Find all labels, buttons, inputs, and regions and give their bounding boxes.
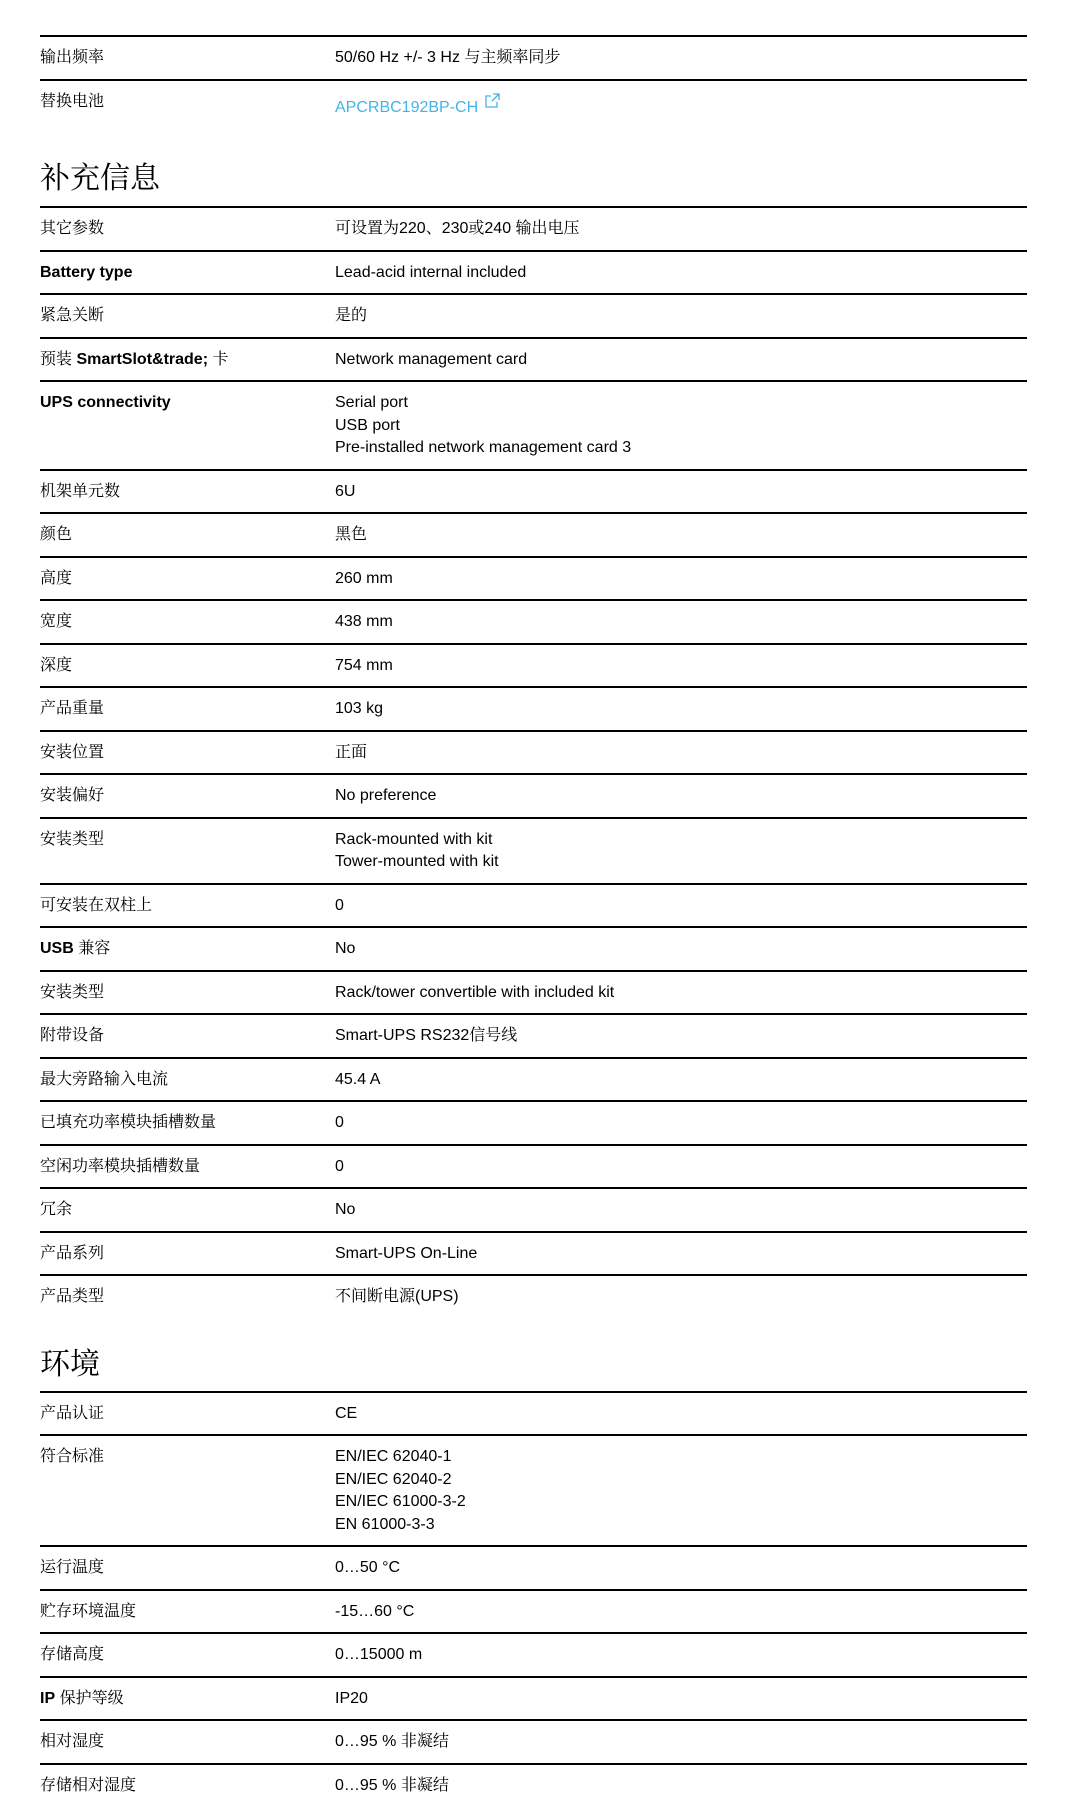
spec-value bbox=[335, 1731, 1027, 1754]
spec-label bbox=[40, 305, 335, 328]
spec-row bbox=[40, 556, 1027, 600]
spec-value bbox=[335, 1601, 1027, 1624]
replacement-battery-link[interactable] bbox=[335, 97, 500, 120]
spec-label-part: SmartSlot&trade; bbox=[76, 350, 209, 368]
spec-label-part: 卡 bbox=[208, 350, 229, 368]
spec-value: 50/60 Hz +/- 3 Hz 与主频率同步 bbox=[335, 49, 561, 66]
spec-row bbox=[40, 643, 1027, 687]
spec-row bbox=[40, 206, 1027, 250]
spec-row bbox=[40, 926, 1027, 970]
spec-value-line: 0 bbox=[335, 1114, 344, 1131]
spec-value bbox=[335, 1644, 1027, 1667]
spec-label bbox=[40, 1286, 335, 1309]
spec-value bbox=[335, 1688, 1027, 1711]
spec-value-line: 45.4 A bbox=[335, 1070, 381, 1088]
spec-label bbox=[40, 785, 335, 808]
spec-label bbox=[40, 982, 335, 1005]
spec-row bbox=[40, 1100, 1027, 1144]
spec-label-part: 安装类型 bbox=[40, 983, 105, 1001]
spec-label bbox=[40, 1644, 335, 1667]
spec-value bbox=[335, 392, 1027, 460]
spec-value bbox=[335, 655, 1027, 678]
spec-label-part: 深度 bbox=[40, 656, 73, 674]
spec-value-line: 0 bbox=[335, 896, 344, 914]
spec-label-part: UPS connectivity bbox=[40, 394, 171, 411]
spec-row bbox=[40, 817, 1027, 883]
spec-value bbox=[335, 611, 1027, 634]
spec-label bbox=[40, 655, 335, 678]
spec-row bbox=[40, 512, 1027, 556]
spec-label: 输出频率 bbox=[40, 49, 105, 66]
spec-row bbox=[40, 1632, 1027, 1676]
spec-value-line: 438 mm bbox=[335, 613, 393, 630]
spec-value-line: CE bbox=[335, 1404, 358, 1422]
spec-label bbox=[40, 698, 335, 721]
spec-value bbox=[335, 305, 1027, 328]
spec-label bbox=[40, 1156, 335, 1179]
spec-label bbox=[40, 1112, 335, 1135]
spec-label bbox=[40, 1601, 335, 1624]
spec-label-part: 产品重量 bbox=[40, 700, 105, 717]
spec-row bbox=[40, 1589, 1027, 1633]
spec-label-part: 高度 bbox=[40, 569, 73, 587]
spec-row bbox=[40, 337, 1027, 381]
spec-label-part: 产品类型 bbox=[40, 1288, 105, 1305]
spec-value-line: Network management card bbox=[335, 350, 528, 368]
spec-label bbox=[40, 1069, 335, 1092]
spec-row bbox=[40, 1187, 1027, 1231]
spec-value-line: 0…95 % 非凝结 bbox=[335, 1776, 449, 1794]
spec-row bbox=[40, 250, 1027, 294]
spec-value bbox=[335, 481, 1027, 504]
spec-label bbox=[40, 1403, 335, 1426]
spec-value-line: No preference bbox=[335, 787, 437, 804]
spec-label-part: 最大旁路输入电流 bbox=[40, 1070, 169, 1088]
spec-row bbox=[40, 730, 1027, 774]
external-link-icon bbox=[484, 93, 500, 117]
spec-value-line: 260 mm bbox=[335, 569, 393, 587]
spec-row bbox=[40, 1434, 1027, 1545]
spec-label-part: 保护等级 bbox=[55, 1689, 124, 1707]
spec-value bbox=[335, 895, 1027, 918]
spec-label-part: 机架单元数 bbox=[40, 482, 121, 500]
spec-value-line: 754 mm bbox=[335, 656, 393, 674]
spec-row bbox=[40, 293, 1027, 337]
spec-label bbox=[40, 349, 335, 372]
spec-label bbox=[40, 1688, 335, 1711]
spec-value-line: 0…15000 m bbox=[335, 1646, 423, 1663]
spec-label-part: 颜色 bbox=[40, 526, 73, 543]
spec-row bbox=[40, 1144, 1027, 1188]
spec-label-part: USB bbox=[40, 940, 74, 957]
spec-label-part: 兼容 bbox=[73, 940, 111, 957]
spec-value bbox=[335, 698, 1027, 721]
spec-label-part: 运行温度 bbox=[40, 1559, 105, 1576]
spec-label bbox=[40, 568, 335, 591]
spec-label bbox=[40, 1775, 335, 1798]
spec-label-part: 已填充功率模块插槽数量 bbox=[40, 1114, 217, 1131]
spec-label-part: 可安装在双柱上 bbox=[40, 896, 153, 914]
spec-label-part: 冗余 bbox=[40, 1201, 73, 1218]
spec-label bbox=[40, 611, 335, 634]
spec-row bbox=[40, 599, 1027, 643]
spec-label-part: 紧急关断 bbox=[40, 307, 105, 324]
spec-row bbox=[40, 79, 1027, 129]
spec-value-line: No bbox=[335, 940, 356, 957]
spec-row bbox=[40, 35, 1027, 79]
spec-value-line: 6U bbox=[335, 482, 356, 500]
spec-label bbox=[40, 392, 335, 460]
spec-label bbox=[40, 262, 335, 285]
spec-value-line: No bbox=[335, 1201, 356, 1218]
spec-value-line: 103 kg bbox=[335, 700, 384, 717]
spec-document bbox=[40, 35, 1027, 1806]
spec-value bbox=[335, 349, 1027, 372]
spec-value bbox=[335, 1112, 1027, 1135]
spec-label bbox=[40, 1243, 335, 1266]
spec-label-part: Battery type bbox=[40, 263, 133, 281]
spec-label bbox=[40, 1199, 335, 1222]
spec-value bbox=[335, 1286, 1027, 1309]
spec-value-line: USB port bbox=[335, 416, 400, 434]
spec-value bbox=[335, 1403, 1027, 1426]
spec-value bbox=[335, 785, 1027, 808]
spec-label bbox=[40, 1557, 335, 1580]
spec-value bbox=[335, 262, 1027, 285]
spec-value bbox=[335, 1069, 1027, 1092]
spec-label-part: 其它参数 bbox=[40, 220, 105, 237]
spec-value-line: IP20 bbox=[335, 1689, 368, 1707]
spec-value-line: 是的 bbox=[335, 307, 368, 324]
spec-row bbox=[40, 1231, 1027, 1275]
spec-value-line: Tower-mounted with kit bbox=[335, 853, 499, 870]
spec-value-line: 0…95 % 非凝结 bbox=[335, 1733, 449, 1750]
spec-value-line: Pre-installed network management card 3 bbox=[335, 439, 632, 456]
spec-value bbox=[335, 1557, 1027, 1580]
spec-value-line: 不间断电源(UPS) bbox=[335, 1288, 459, 1305]
spec-value-line: 0 bbox=[335, 1157, 344, 1175]
spec-value bbox=[335, 1446, 1027, 1536]
spec-value-line: Smart-UPS RS232信号线 bbox=[335, 1027, 518, 1044]
spec-label-part: 符合标准 bbox=[40, 1448, 105, 1465]
spec-row bbox=[40, 380, 1027, 469]
spec-value-line: EN/IEC 62040-1 bbox=[335, 1448, 452, 1465]
spec-label-part: 预装 bbox=[40, 350, 77, 368]
spec-value bbox=[335, 1243, 1027, 1266]
spec-value bbox=[335, 938, 1027, 961]
spec-label bbox=[40, 524, 335, 547]
spec-value-line: Lead-acid internal included bbox=[335, 263, 527, 281]
spec-row bbox=[40, 773, 1027, 817]
spec-value bbox=[335, 568, 1027, 591]
spec-value bbox=[335, 1199, 1027, 1222]
spec-value-line: 正面 bbox=[335, 743, 368, 761]
spec-row bbox=[40, 1763, 1027, 1806]
link-text: APCRBC192BP-CH bbox=[335, 98, 479, 116]
spec-row bbox=[40, 1676, 1027, 1720]
spec-value-line: Serial port bbox=[335, 394, 408, 411]
spec-value-line: Rack/tower convertible with included kit bbox=[335, 983, 615, 1001]
spec-value-line: EN/IEC 61000-3-2 bbox=[335, 1493, 466, 1510]
spec-row bbox=[40, 970, 1027, 1014]
spec-label-part: 空闲功率模块插槽数量 bbox=[40, 1157, 201, 1175]
spec-row bbox=[40, 1719, 1027, 1763]
spec-label-part: 存储高度 bbox=[40, 1646, 105, 1663]
spec-label-part: 产品系列 bbox=[40, 1244, 105, 1262]
spec-label-part: 存储相对湿度 bbox=[40, 1776, 137, 1794]
spec-value-line: EN 61000-3-3 bbox=[335, 1515, 435, 1533]
spec-label-part: 安装位置 bbox=[40, 743, 105, 761]
spec-value bbox=[335, 982, 1027, 1005]
spec-label-part: 安装偏好 bbox=[40, 787, 105, 804]
spec-value bbox=[335, 218, 1027, 241]
spec-label-part: 贮存环境温度 bbox=[40, 1602, 137, 1620]
spec-value bbox=[335, 1775, 1027, 1798]
spec-row bbox=[40, 1391, 1027, 1435]
spec-row bbox=[40, 1545, 1027, 1589]
spec-label: 替换电池 bbox=[40, 92, 105, 110]
spec-row bbox=[40, 883, 1027, 927]
spec-value bbox=[335, 1025, 1027, 1048]
spec-label bbox=[40, 1025, 335, 1048]
spec-value bbox=[335, 742, 1027, 765]
spec-label-part: 安装类型 bbox=[40, 830, 105, 848]
spec-value bbox=[335, 1156, 1027, 1179]
spec-label-part: 产品认证 bbox=[40, 1404, 105, 1422]
spec-value-line: Smart-UPS On-Line bbox=[335, 1244, 478, 1262]
spec-row bbox=[40, 1057, 1027, 1101]
spec-label-part: 相对湿度 bbox=[40, 1733, 105, 1750]
spec-row bbox=[40, 469, 1027, 513]
spec-label bbox=[40, 938, 335, 961]
spec-label bbox=[40, 895, 335, 918]
spec-value-line: 0…50 °C bbox=[335, 1559, 401, 1576]
section-heading: 环境 bbox=[40, 1347, 100, 1381]
section-heading: 补充信息 bbox=[40, 162, 160, 195]
spec-label bbox=[40, 742, 335, 765]
spec-value-line: 黑色 bbox=[335, 526, 368, 543]
spec-label bbox=[40, 481, 335, 504]
spec-value-line: EN/IEC 62040-2 bbox=[335, 1470, 452, 1488]
spec-label-part: 宽度 bbox=[40, 613, 73, 630]
spec-value-line: -15…60 °C bbox=[335, 1602, 415, 1620]
spec-value bbox=[335, 829, 1027, 874]
spec-value bbox=[335, 524, 1027, 547]
spec-value-line: Rack-mounted with kit bbox=[335, 830, 493, 848]
spec-label bbox=[40, 1731, 335, 1754]
spec-label bbox=[40, 218, 335, 241]
spec-label bbox=[40, 1446, 335, 1536]
spec-value-line: 可设置为220、230或240 输出电压 bbox=[335, 220, 580, 237]
spec-label-part: 附带设备 bbox=[40, 1027, 105, 1044]
spec-label bbox=[40, 829, 335, 874]
spec-row bbox=[40, 1013, 1027, 1057]
spec-row bbox=[40, 1274, 1027, 1318]
spec-label-part: IP bbox=[40, 1689, 56, 1707]
spec-row bbox=[40, 686, 1027, 730]
